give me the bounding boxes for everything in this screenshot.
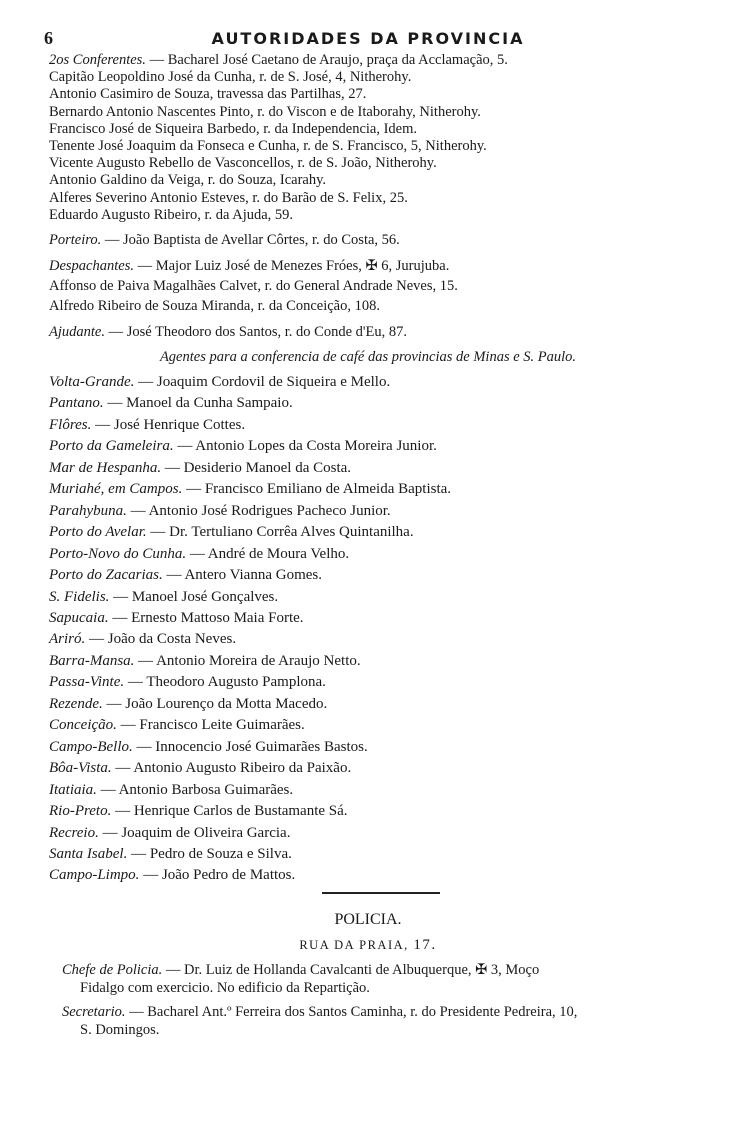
entry-text: — Ernesto Mattoso Maia Forte. [108, 609, 304, 626]
entry-label: Ariró. [49, 631, 86, 648]
entry-text: Capitão Leopoldino José da Cunha, r. de S. José, 4, Nitherohy. [49, 69, 412, 86]
entry-line [49, 190, 709, 207]
section-divider [322, 892, 440, 894]
entry-label: 2os Conferentes. [49, 52, 146, 68]
entry-label: Chefe de Policia. [62, 962, 163, 978]
entry-line [49, 393, 709, 414]
entry-label: Santa Isabel. [49, 845, 128, 862]
entry-line [49, 608, 709, 629]
entry-line [49, 479, 709, 500]
address-number: 17. [413, 937, 437, 953]
entry-text: — Pedro de Souza e Silva. [127, 845, 292, 862]
entry-text: — Antonio José Rodrigues Pacheco Junior. [126, 502, 391, 519]
agents-heading: Agentes para a conferencia de café das provincias de Minas e S. Paulo. [159, 349, 577, 365]
entry-line [49, 801, 709, 822]
entry-line [49, 672, 709, 693]
policia-address [0, 936, 736, 954]
entry-line [49, 322, 709, 342]
entry-chefe-cont: Fidalgo com exercicio. No edificio da Repartição. [80, 979, 370, 996]
entry-line [49, 415, 709, 436]
entry-line [49, 458, 709, 479]
entry-text: Alferes Severino Antonio Esteves, r. do Barão de S. Felix, 25. [49, 189, 408, 206]
entry-line [49, 256, 709, 276]
entry-line [49, 155, 709, 172]
entry-label: Parahybuna. [49, 502, 127, 519]
entry-text: — João Lourenço da Motta Macedo. [102, 695, 328, 712]
entry-line [49, 522, 709, 543]
entry-line [49, 104, 709, 121]
entry-text: — Bacharel José Caetano de Araujo, praça da Acclamação, 5. [145, 52, 508, 68]
entry-label: Ajudante. [49, 324, 105, 340]
entry-line [49, 629, 709, 650]
entry-label: Porto-Novo do Cunha. [49, 545, 187, 562]
entry-line [49, 436, 709, 457]
entry-line [49, 587, 709, 608]
entry-text: — Dr. Luiz de Hollanda Cavalcanti de Albuquerque, ✠ 3, Moço [162, 962, 540, 978]
entry-line [49, 565, 709, 586]
entry-label: Volta-Grande. [49, 374, 135, 390]
entry-text: Eduardo Augusto Ribeiro, r. da Ajuda, 59. [49, 206, 294, 223]
entry-text: — Francisco Emiliano de Almeida Baptista. [182, 481, 452, 498]
entry-text: — Theodoro Augusto Pamplona. [124, 674, 326, 691]
page-title: AUTORIDADES DA PROVINCIA [211, 29, 525, 48]
entry-label: S. Fidelis. [49, 588, 110, 605]
entry-text: — Manoel da Cunha Sampaio. [103, 395, 293, 412]
entry-secretario-cont: S. Domingos. [80, 1021, 160, 1038]
entry-text: Bernardo Antonio Nascentes Pinto, r. do Viscon e de Itaborahy, Nitherohy. [49, 103, 481, 120]
entry-text: — João Pedro de Mattos. [139, 867, 296, 884]
policia-title: POLICIA. [334, 911, 402, 928]
entry-text: — Francisco Leite Guimarães. [116, 717, 305, 734]
entry-text: Vicente Augusto Rebello de Vasconcellos, r. de S. João, Nitherohy. [49, 155, 437, 172]
conferentes-list [49, 52, 709, 224]
entry-label: Secretario. [62, 1004, 126, 1020]
entry-text: — Desiderio Manoel da Costa. [161, 459, 352, 476]
entry-line [49, 52, 709, 69]
entry-text: — Antero Vianna Gomes. [162, 567, 322, 584]
entry-text: Affonso de Paiva Magalhães Calvet, r. do General Andrade Neves, 15. [49, 278, 458, 294]
entry-label: Rezende. [49, 695, 103, 712]
entry-line [49, 694, 709, 715]
entry-line [49, 737, 709, 758]
entry-text: — Major Luiz José de Menezes Fróes, ✠ 6, Jurujuba. [133, 258, 450, 274]
entry-line [49, 230, 709, 250]
entry-text: Antonio Galdino da Veiga, r. do Souza, Icarahy. [49, 172, 327, 189]
entry-label: Itatiaia. [49, 781, 97, 798]
entry-label: Flôres. [49, 416, 92, 433]
entry-label: Campo-Bello. [49, 738, 133, 755]
entry-line [49, 69, 709, 86]
entry-line [49, 758, 709, 779]
entry-line [49, 121, 709, 138]
entry-text: — Antonio Barbosa Guimarães. [96, 781, 294, 798]
entry-line [49, 372, 709, 393]
entry-text: — Joaquim Cordovil de Siqueira e Mello. [134, 374, 391, 390]
entry-text: — André de Moura Velho. [186, 545, 350, 562]
entry-text: — Bacharel Ant.º Ferreira dos Santos Caminha, r. do Presidente Pedreira, 10, [125, 1004, 578, 1020]
entry-label: Recreio. [49, 824, 99, 841]
entry-text: — Antonio Moreira de Araujo Netto. [134, 652, 361, 669]
entry-line [49, 651, 709, 672]
entry-text: Francisco José de Siqueira Barbedo, r. da Independencia, Idem. [49, 120, 418, 137]
entry-label: Despachantes. [49, 258, 134, 274]
entry-text: — Antonio Lopes da Costa Moreira Junior. [173, 438, 437, 455]
entry-text: — João Baptista de Avellar Côrtes, r. do Costa, 56. [101, 232, 400, 248]
entry-text: — Henrique Carlos de Bustamante Sá. [111, 803, 348, 820]
entry-label: Porto da Gameleira. [49, 438, 174, 455]
entry-line [49, 138, 709, 155]
entry-label: Sapucaia. [49, 609, 109, 626]
entry-label: Barra-Mansa. [49, 652, 135, 669]
entry-text: Alfredo Ribeiro de Souza Miranda, r. da Conceição, 108. [49, 298, 380, 314]
entry-line [49, 865, 709, 886]
entry-line [49, 207, 709, 224]
entry-text: — Joaquim de Oliveira Garcia. [98, 824, 291, 841]
entry-line [49, 844, 709, 865]
entry-label: Conceição. [49, 717, 117, 734]
entry-label: Campo-Limpo. [49, 867, 140, 884]
entry-label: Porto do Zacarias. [49, 567, 163, 584]
entry-line [49, 501, 709, 522]
entry-text: Tenente José Joaquim da Fonseca e Cunha, r. de S. Francisco, 5, Nitherohy. [49, 138, 487, 155]
entry-chefe [62, 962, 702, 980]
page-number: 6 [44, 28, 53, 48]
entry-line [49, 276, 709, 296]
officials-list [49, 230, 709, 342]
entry-line [49, 172, 709, 189]
address-street: RUA DA PRAIA, [299, 938, 409, 952]
agents-list [49, 372, 709, 887]
entry-text: — Dr. Tertuliano Corrêa Alves Quintanilha. [146, 524, 414, 541]
entry-text: — José Henrique Cottes. [91, 416, 246, 433]
entry-text: — Antonio Augusto Ribeiro da Paixão. [111, 760, 352, 777]
entry-line [49, 86, 709, 103]
entry-text: Antonio Casimiro de Souza, travessa das Partilhas, 27. [49, 86, 367, 103]
entry-label: Pantano. [49, 395, 104, 412]
entry-text: — João da Costa Neves. [85, 631, 237, 648]
entry-text: — Innocencio José Guimarães Bastos. [132, 738, 368, 755]
entry-label: Rio-Preto. [49, 803, 112, 820]
entry-label: Bôa-Vista. [49, 760, 112, 777]
entry-line [49, 715, 709, 736]
entry-text: — Manoel José Gonçalves. [109, 588, 279, 605]
entry-label: Mar de Hespanha. [49, 459, 162, 476]
entry-label: Passa-Vinte. [49, 674, 125, 691]
entry-line [49, 780, 709, 801]
entry-label: Porteiro. [49, 232, 102, 248]
entry-secretario [62, 1004, 702, 1022]
entry-line [49, 296, 709, 316]
entry-label: Muriahé, em Campos. [49, 481, 183, 498]
entry-text: — José Theodoro dos Santos, r. do Conde d'Eu, 87. [104, 324, 407, 340]
entry-label: Porto do Avelar. [49, 524, 147, 541]
entry-line [49, 823, 709, 844]
policia-entries [62, 962, 702, 1039]
entry-line [49, 544, 709, 565]
